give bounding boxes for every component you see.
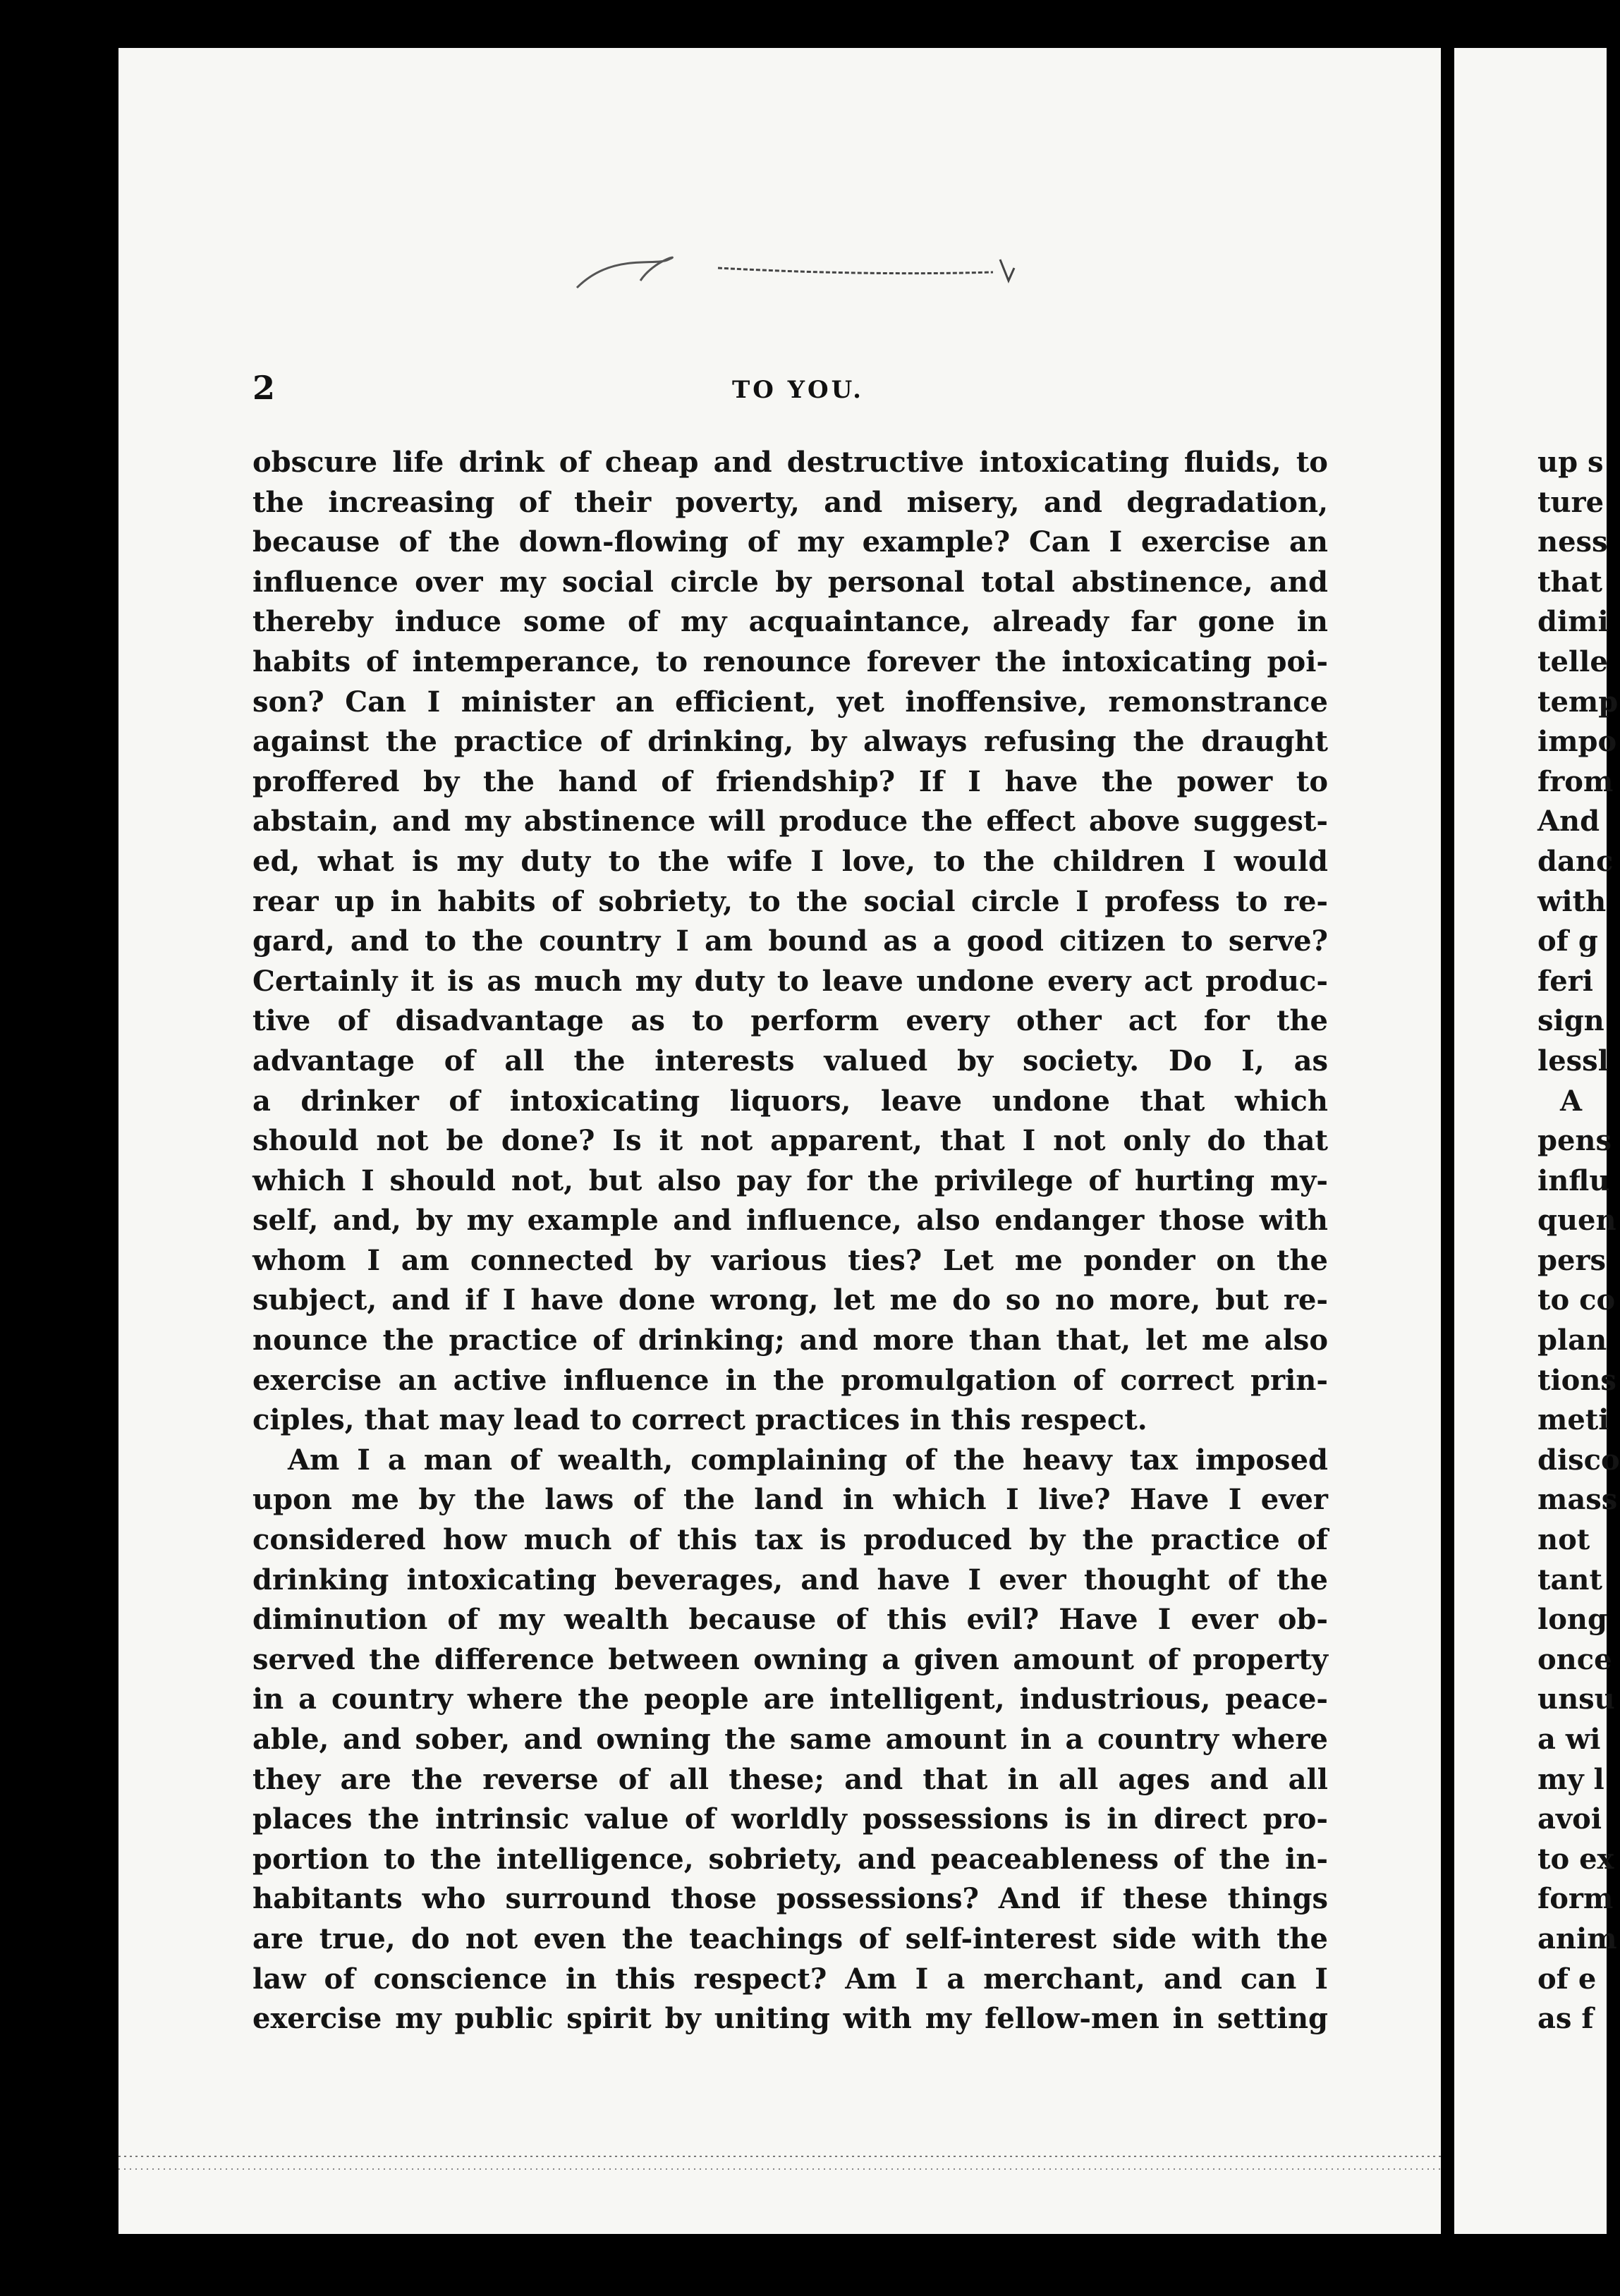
text-line: places the intrinsic value of worldly possessions is in direct pro- xyxy=(252,1802,1328,1836)
text-fragment: plan xyxy=(1537,1324,1607,1357)
text-line: able, and sober, and owning the same amount in a country where xyxy=(252,1723,1328,1756)
text-line: exercise my public spirit by uniting with my fellow-men in setting xyxy=(252,2002,1328,2036)
text-line: portion to the intelligence, sobriety, and peaceableness of the in- xyxy=(252,1842,1328,1876)
text-line: rear up in habits of sobriety, to the social circle I profess to re- xyxy=(252,884,1328,918)
text-fragment: sign xyxy=(1537,1004,1604,1038)
text-line: subject, and if I have done wrong, let me do so no more, but re- xyxy=(252,1283,1328,1317)
page-header xyxy=(118,369,1441,411)
text-fragment: that xyxy=(1537,565,1602,599)
text-fragment: avoi xyxy=(1537,1802,1602,1836)
text-line: thereby induce some of my acquaintance, already far gone in xyxy=(252,605,1328,639)
text-fragment: form xyxy=(1537,1882,1614,1916)
facing-page-text xyxy=(1537,443,1620,2039)
text-fragment: unsu xyxy=(1537,1683,1615,1716)
text-line: which I should not, but also pay for the privilege of hurting my- xyxy=(252,1164,1328,1197)
text-line: Certainly it is as much my duty to leave undone every act produc- xyxy=(252,964,1328,998)
text-line: considered how much of this tax is produced by the practice of xyxy=(252,1523,1328,1557)
text-fragment: meti xyxy=(1537,1403,1609,1437)
text-fragment: long xyxy=(1537,1603,1607,1637)
text-fragment: of e xyxy=(1537,1962,1597,1996)
text-fragment: my l xyxy=(1537,1762,1604,1796)
text-line: nounce the practice of drinking; and more than that, let me also xyxy=(252,1324,1328,1357)
text-fragment: up s xyxy=(1537,446,1604,479)
facing-page-edge xyxy=(1454,48,1620,2234)
text-fragment: of g xyxy=(1537,924,1598,958)
text-fragment: influ xyxy=(1537,1164,1610,1197)
text-fragment: And xyxy=(1537,805,1600,838)
text-fragment: lessl xyxy=(1537,1044,1609,1077)
text-line: influence over my social circle by personal total abstinence, and xyxy=(252,565,1328,599)
text-line: son? Can I minister an efficient, yet inoffensive, remonstrance xyxy=(252,685,1328,719)
text-line: abstain, and my abstinence will produce the effect above suggest- xyxy=(252,805,1328,838)
text-line: diminution of my wealth because of this evil? Have I ever ob- xyxy=(252,1603,1328,1637)
text-line: tive of disadvantage as to perform every other act for the xyxy=(252,1004,1328,1038)
text-fragment: ness xyxy=(1537,525,1608,559)
text-line: served the difference between owning a given amount of property xyxy=(252,1642,1328,1676)
text-fragment: with xyxy=(1537,884,1607,918)
page-number: 2 xyxy=(252,369,276,407)
text-line: gard, and to the country I am bound as a good citizen to serve? xyxy=(252,924,1328,958)
body-text xyxy=(252,443,1328,2039)
text-line: advantage of all the interests valued by society. Do I, as xyxy=(252,1044,1328,1077)
text-fragment: tions xyxy=(1537,1363,1616,1397)
text-fragment: mass xyxy=(1537,1483,1618,1517)
text-line: habitants who surround those possessions? And if these things xyxy=(252,1882,1328,1916)
text-line: in a country where the people are intelligent, industrious, peace- xyxy=(252,1683,1328,1716)
scan-ruling-lines xyxy=(118,2149,1441,2178)
text-fragment: telle xyxy=(1537,645,1608,678)
text-fragment: as f xyxy=(1537,2002,1594,2036)
text-line: a drinker of intoxicating liquors, leave undone that which xyxy=(252,1084,1328,1118)
text-fragment: pers xyxy=(1537,1243,1607,1277)
text-line: law of conscience in this respect? Am I a merchant, and can I xyxy=(252,1962,1328,1996)
text-line: against the practice of drinking, by always refusing the draught xyxy=(252,725,1328,759)
text-line: obscure life drink of cheap and destructive intoxicating fluids, to xyxy=(252,446,1328,479)
text-line: should not be done? Is it not apparent, that I not only do that xyxy=(252,1124,1328,1158)
text-fragment: to ex xyxy=(1537,1842,1614,1876)
text-fragment: quen xyxy=(1537,1204,1616,1238)
text-line: the increasing of their poverty, and misery, and degradation, xyxy=(252,485,1328,519)
text-fragment: to co xyxy=(1537,1283,1616,1317)
running-head: TO YOU. xyxy=(732,376,865,404)
text-line: upon me by the laws of the land in which I live? Have I ever xyxy=(252,1483,1328,1517)
text-fragment: disco xyxy=(1537,1443,1620,1477)
pen-scribble-mark xyxy=(118,48,1441,344)
text-fragment: dimi xyxy=(1537,605,1609,639)
text-fragment: from xyxy=(1537,764,1614,798)
text-fragment: feri xyxy=(1537,964,1593,998)
text-fragment: ture xyxy=(1537,485,1604,519)
text-fragment: A xyxy=(1560,1084,1583,1118)
text-line: ciples, that may lead to correct practices in this respect. xyxy=(252,1403,1147,1437)
text-fragment: danc xyxy=(1537,844,1614,878)
text-line: self, and, by my example and influence, also endanger those with xyxy=(252,1204,1328,1238)
text-fragment: pens xyxy=(1537,1124,1612,1158)
text-fragment: impo xyxy=(1537,725,1617,759)
left-page xyxy=(118,48,1441,2234)
text-line: whom I am connected by various ties? Let me ponder on the xyxy=(252,1243,1328,1277)
text-fragment: tant xyxy=(1537,1563,1602,1596)
text-line: ed, what is my duty to the wife I love, to the children I would xyxy=(252,844,1328,878)
text-line: habits of intemperance, to renounce forever the intoxicating poi- xyxy=(252,645,1328,678)
text-fragment: temp xyxy=(1537,685,1619,719)
text-fragment: a wi xyxy=(1537,1723,1601,1756)
text-line: drinking intoxicating beverages, and have I ever thought of the xyxy=(252,1563,1328,1596)
text-fragment: not xyxy=(1537,1523,1590,1557)
text-line: are true, do not even the teachings of self-interest side with the xyxy=(252,1922,1328,1955)
text-line: they are the reverse of all these; and that in all ages and all xyxy=(252,1762,1328,1796)
text-line: because of the down-flowing of my example? Can I exercise an xyxy=(252,525,1328,559)
text-line: Am I a man of wealth, complaining of the heavy tax imposed xyxy=(288,1443,1328,1477)
text-fragment: once xyxy=(1537,1642,1612,1676)
text-fragment: anim xyxy=(1537,1922,1617,1955)
text-line: exercise an active influence in the promulgation of correct prin- xyxy=(252,1363,1328,1397)
text-line: proffered by the hand of friendship? If I have the power to xyxy=(252,764,1328,798)
